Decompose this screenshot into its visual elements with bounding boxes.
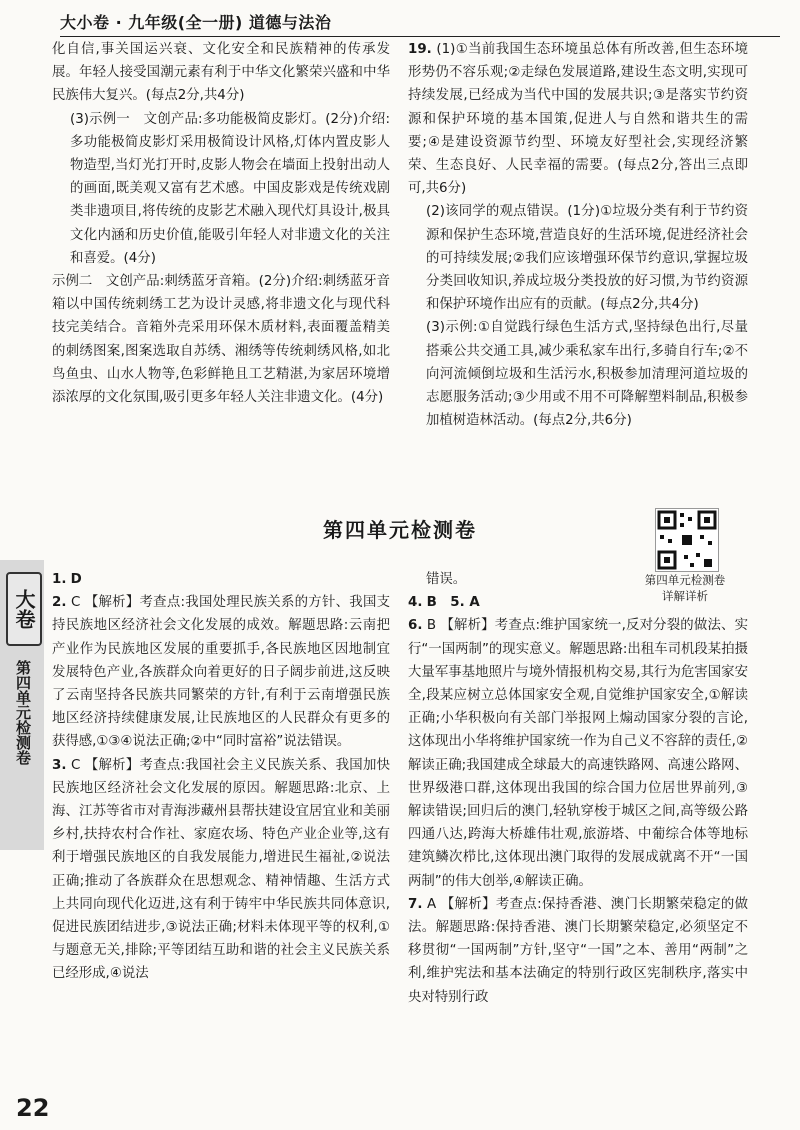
- answer-paragraph: (3)示例一 文创产品:多功能极简皮影灯。(2分)介绍:多功能极简皮影灯采用极简设计风格,灯体内置皮影人物造型,当灯光打开时,皮影人物会在墙面上投射出动人的画面,既美观又富有艺术感。中国皮影戏是传统戏剧类非遗项目,将传统的皮影艺术融入现代灯具设计,极具文化内涵和历史价值,能吸引年轻人对非遗文化的关注和喜爱。(4分): [70, 111, 390, 266]
- question-number: 3.: [52, 757, 67, 773]
- answer-text: D: [70, 572, 82, 587]
- question-number: 19.: [408, 42, 432, 57]
- answer-paragraph: (1)①当前我国生态环境虽总体有所改善,但生态环境形势仍不容乐观;②走绿色发展道路,建设生态文明,实现可持续发展,已经成为当代中国的发展共识;③是落实节约资源和保护环境的基本国策,促进人与自然和谐共生的需要;④是建设资源节约型、环境友好型社会,实现经济繁荣、生态良好、人民幸福的需要。(每点2分,答出三点即可,共6分): [408, 42, 748, 197]
- answer-paragraph: (2)该同学的观点错误。(1分)①垃圾分类有利于节约资源和保护生态环境,营造良好的生活环境,促进经济社会的可持续发展;②我们应该增强环保节约意识,掌握垃圾分类回收知识,养成垃圾分类投放的好习惯,为节约资源和保护环境作出应有的贡献。(每点2分,共4分): [426, 204, 748, 313]
- answer-paragraph: 示例二 文创产品:刺绣蓝牙音箱。(2分)介绍:刺绣蓝牙音箱以中国传统刺绣工艺为设计灵感,将非遗文化与现代科技完美结合。音箱外壳采用环保木质材料,表面覆盖精美的刺绣图案,图案选取自苏绣、湘绣等传统刺绣风格,如北鸟鱼虫、山水人物等,色彩鲜艳且工艺精湛,为家居环境增添浓厚的文化氛围,吸引更多年轻人关注非遗文化。(4分): [52, 274, 390, 406]
- question-number: 1.: [52, 572, 67, 587]
- qr-code-icon[interactable]: [655, 508, 719, 572]
- question-number: 2.: [52, 595, 67, 611]
- answer-text: C 【解析】考查点:我国处理民族关系的方针、我国支持民族地区经济社会文化发展的成效。解题思路:云南把产业作为民族地区发展的重要抓手,各民族地区因地制宜发展特色产业,各族群众向着更好的日子阔步前进,这反映了云南坚持各民族共同繁荣的方针,有利于云南增强民族地区经济持续健康发展,让民族地区的人民群众有更多的获得感,①③④说法正确;②中“同时富裕”说法错误。: [52, 595, 390, 750]
- answer-text: C 【解析】考查点:我国社会主义民族关系、我国加快民族地区经济社会文化发展的原因。解题思路:北京、上海、江苏等省市对青海涉藏州县帮扶建设宜居宜业和美丽乡村,扶持农村合作社、家庭农场、特色产业企业等,这有利于增强民族地区的自我发展能力,增进民生福祉,②说法正确;推动了各族群众在思想观念、精神情趣、生活方式上共同向现代化迈进,这有利于铸牢中华民族共同体意识,促进民族团结进步,③说法正确;材料未体现平等的权利,①与题意无关,排除;平等团结互助和谐的社会主义民族关系已经形成,④说法: [52, 757, 390, 982]
- side-tab-unit-label: 第四单元检测卷: [14, 660, 32, 765]
- section-title: 第四单元检测卷: [323, 518, 477, 542]
- page-number: 22: [16, 1094, 50, 1122]
- question-number: 6.: [408, 618, 423, 634]
- answer-text: B 5. A: [426, 595, 480, 611]
- top-left-column: [52, 38, 390, 409]
- answer-text: A 【解析】考查点:保持香港、澳门长期繁荣稳定的做法。解题思路:保持香港、澳门长期繁荣稳定,必须坚定不移贯彻“一国两制”方针,坚守“一国”之本、善用“两制”之利,维护宪法和基本法确定的特别行政区宪制秩序,落实中央对特别行政: [408, 896, 748, 1005]
- qr-caption-line: 详解详析: [662, 589, 708, 603]
- question-number: 4.: [408, 595, 423, 611]
- header-title: 大小卷 · 九年级(全一册) 道德与法治: [60, 13, 332, 32]
- answer-paragraph: 化自信,事关国运兴衰、文化安全和民族精神的传承发展。年轻人接受国潮元素有利于中华文化繁荣兴盛和中华民族伟大复兴。(每点2分,共4分): [52, 42, 390, 104]
- header-rule: [60, 36, 780, 37]
- bottom-right-column: [408, 568, 748, 1009]
- answer-text: 错误。: [426, 572, 467, 587]
- bottom-left-column: [52, 568, 390, 986]
- answer-paragraph: (3)示例:①自觉践行绿色生活方式,坚持绿色出行,尽量搭乘公共交通工具,减少乘私家车出行,多骑自行车;②不向河流倾倒垃圾和生活污水,积极参加清理河道垃圾的志愿服务活动;③少用或不用不可降解塑料制品,积极参加植树造林活动。(每点2分,共6分): [426, 320, 748, 429]
- top-right-column: [408, 38, 748, 432]
- qr-caption-line: 第四单元检测卷: [644, 573, 726, 587]
- side-tab: [0, 560, 44, 850]
- question-number: 7.: [408, 896, 423, 912]
- side-tab-big-label: 大卷: [6, 572, 42, 646]
- page-header: [60, 6, 780, 34]
- answer-text: B 【解析】考查点:维护国家统一,反对分裂的做法、实行“一国两制”的现实意义。解题思路:出租车司机段某拍摄大量军事基地照片与境外情报机构交易,其行为危害国家安全,段某应树立总体国家安全观,自觉维护国家安全,①解读正确;小华积极向有关部门举报网上煽动国家分裂的言论,这体现出小华将维护国家统一作为自己义不容辞的责任,②解读正确;我国建成全球最大的高速铁路网、高速公路网、世界级港口群,这体现出我国的综合国力位居世界前列,③解读错误;回归后的澳门,轻轨穿梭于城区之间,高等级公路四通八达,跨海大桥雄伟壮观,旅游塔、中葡综合体等地标建筑鳞次栉比,这体现出澳门取得的发展成就离不开“一国两制”的伟大创举,④解读正确。: [408, 618, 748, 889]
